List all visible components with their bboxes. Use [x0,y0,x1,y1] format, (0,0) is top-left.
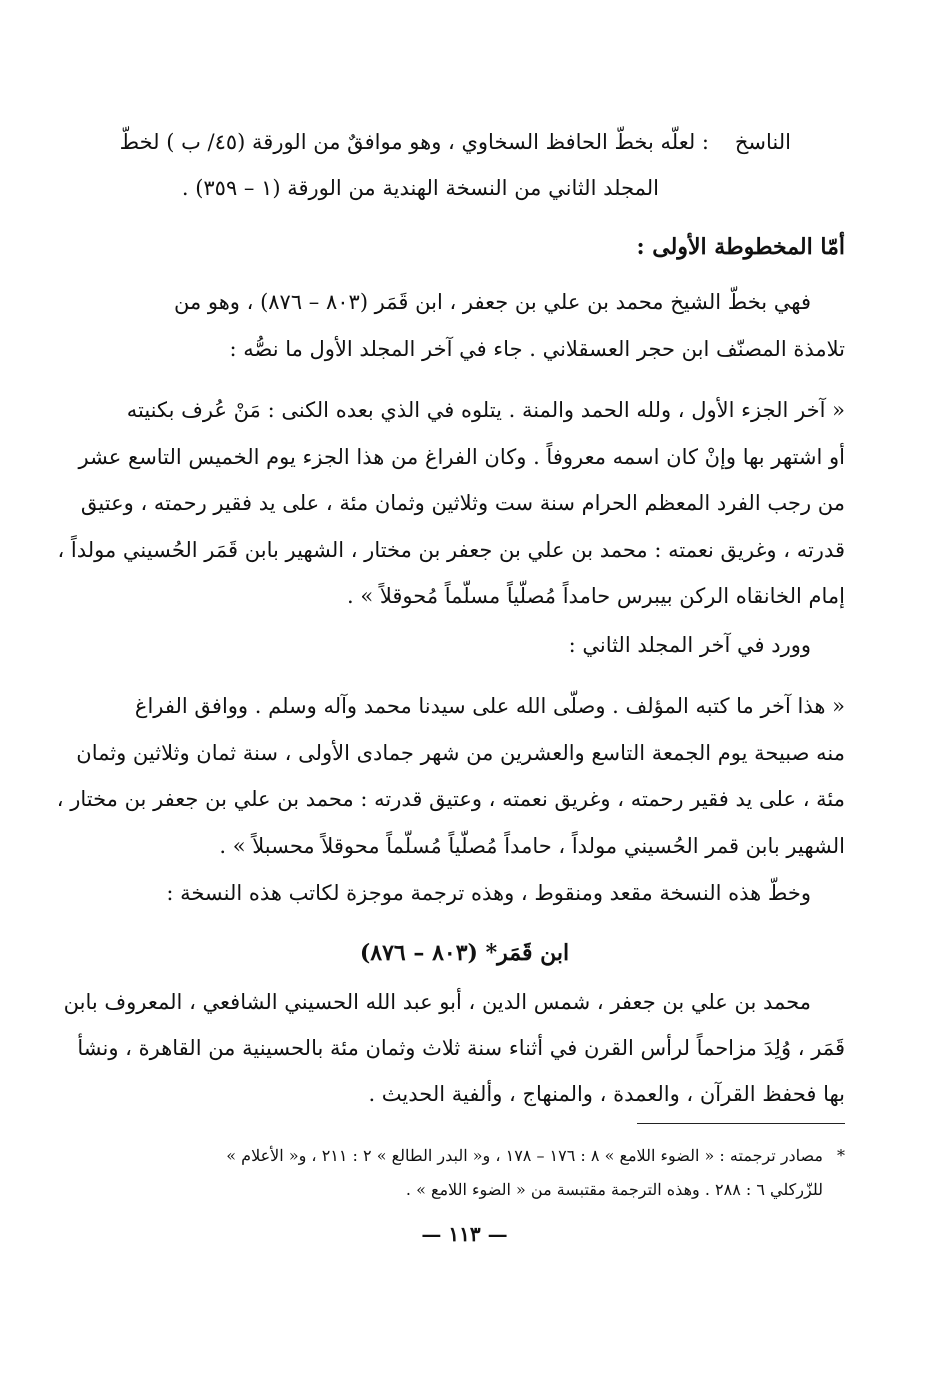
quote2-line-1: « هذا آخر ما كتبه المؤلف . وصلّى الله على سيدنا محمد وآله وسلم . ووافق الفراغ [134,694,845,718]
quote1-line-5: إمام الخانقاه الركن بيبرس حامداً مُصلّياً مسلّماً مُحوقلاً » . [346,584,845,608]
quote2-line-4: الشهير بابن قمر الحُسيني مولداً ، حامداً مُصلّياً مُسلّماً محوقلاً محسبلاً » . [219,834,845,858]
footnote-marker: * [837,1146,845,1165]
second-volume-intro: وورد في آخر المجلد الثاني : [568,633,811,657]
footnote-separator [637,1123,845,1124]
footnote-line-1: مصادر ترجمته : « الضوء اللامع » ٨ : ١٧٦ – ١٧٨ ، و« البدر الطالع » ٢ : ٢١١ ، و« الأعلام » [226,1146,823,1165]
copyist-line-1: : لعلّه بخطّ الحافظ السخاوي ، وهو موافقٌ من الورقة (٤٥/ ب ) لخطّ [119,130,709,154]
bio-line-1: محمد بن علي بن جعفر ، شمس الدين ، أبو عبد الله الحسيني الشافعي ، المعروف بابن [63,990,811,1014]
page-number: — ١١٣ — [421,1222,508,1246]
quote1-line-4: قدرته ، وغريق نعمته : محمد بن علي بن جعفر بن مختار ، الشهير بابن قَمَر الحُسيني مولداً ، [57,538,845,562]
handwriting-note: وخطّ هذه النسخة مقعد ومنقوط ، وهذه ترجمة موجزة لكاتب هذه النسخة : [166,881,811,905]
quote1-line-1: « آخر الجزء الأول ، ولله الحمد والمنة . يتلوه في الذي بعده الكنى : مَنْ عُرف بكنيته [126,398,845,422]
bio-heading: ابن قَمَر* (٨٠٣ – ٨٧٦) [359,940,570,966]
quote1-line-2: أو اشتهر بها وإنْ كان اسمه معروفاً . وكان الفراغ من هذا الجزء يوم الخميس التاسع عشر [78,445,845,469]
quote1-line-3: من رجب الفرد المعظم الحرام سنة ست وثلاثين وثمان مئة ، على يد فقير رحمته ، وعتيق [80,491,845,515]
para1-line-1: فهي بخطّ الشيخ محمد بن علي بن جعفر ، ابن قَمَر (٨٠٣ – ٨٧٦) ، وهو من [173,290,811,314]
para1-line-2: تلامذة المصنّف ابن حجر العسقلاني . جاء في آخر المجلد الأول ما نصُّه : [229,337,845,361]
quote2-line-2: منه صبيحة يوم الجمعة التاسع والعشرين من شهر جمادى الأولى ، سنة ثمان وثلاثين وثمان [76,741,845,765]
bio-line-2: قَمَر ، وُلِدَ مزاحماً لرأس القرن في أثناء سنة ثلاث وثمان مئة بالحسينية من القاهرة ، ونشأ [77,1036,845,1060]
bio-line-3: بها فحفظ القرآن ، والعمدة ، والمنهاج ، وألفية الحديث . [368,1082,845,1106]
first-manuscript-heading: أمّا المخطوطة الأولى : [636,234,845,260]
copyist-label: الناسخ [734,130,791,154]
copyist-line-2: المجلد الثاني من النسخة الهندية من الورقة (١ – ٣٥٩) . [181,176,659,200]
quote2-line-3: مئة ، على يد فقير رحمته ، وغريق نعمته ، وعتيق قدرته : محمد بن علي بن جعفر بن مختار ، [56,787,845,811]
footnote-line-2: للزّركلي ٦ : ٢٨٨ . وهذه الترجمة مقتبسة من « الضوء اللامع » . [405,1180,823,1199]
